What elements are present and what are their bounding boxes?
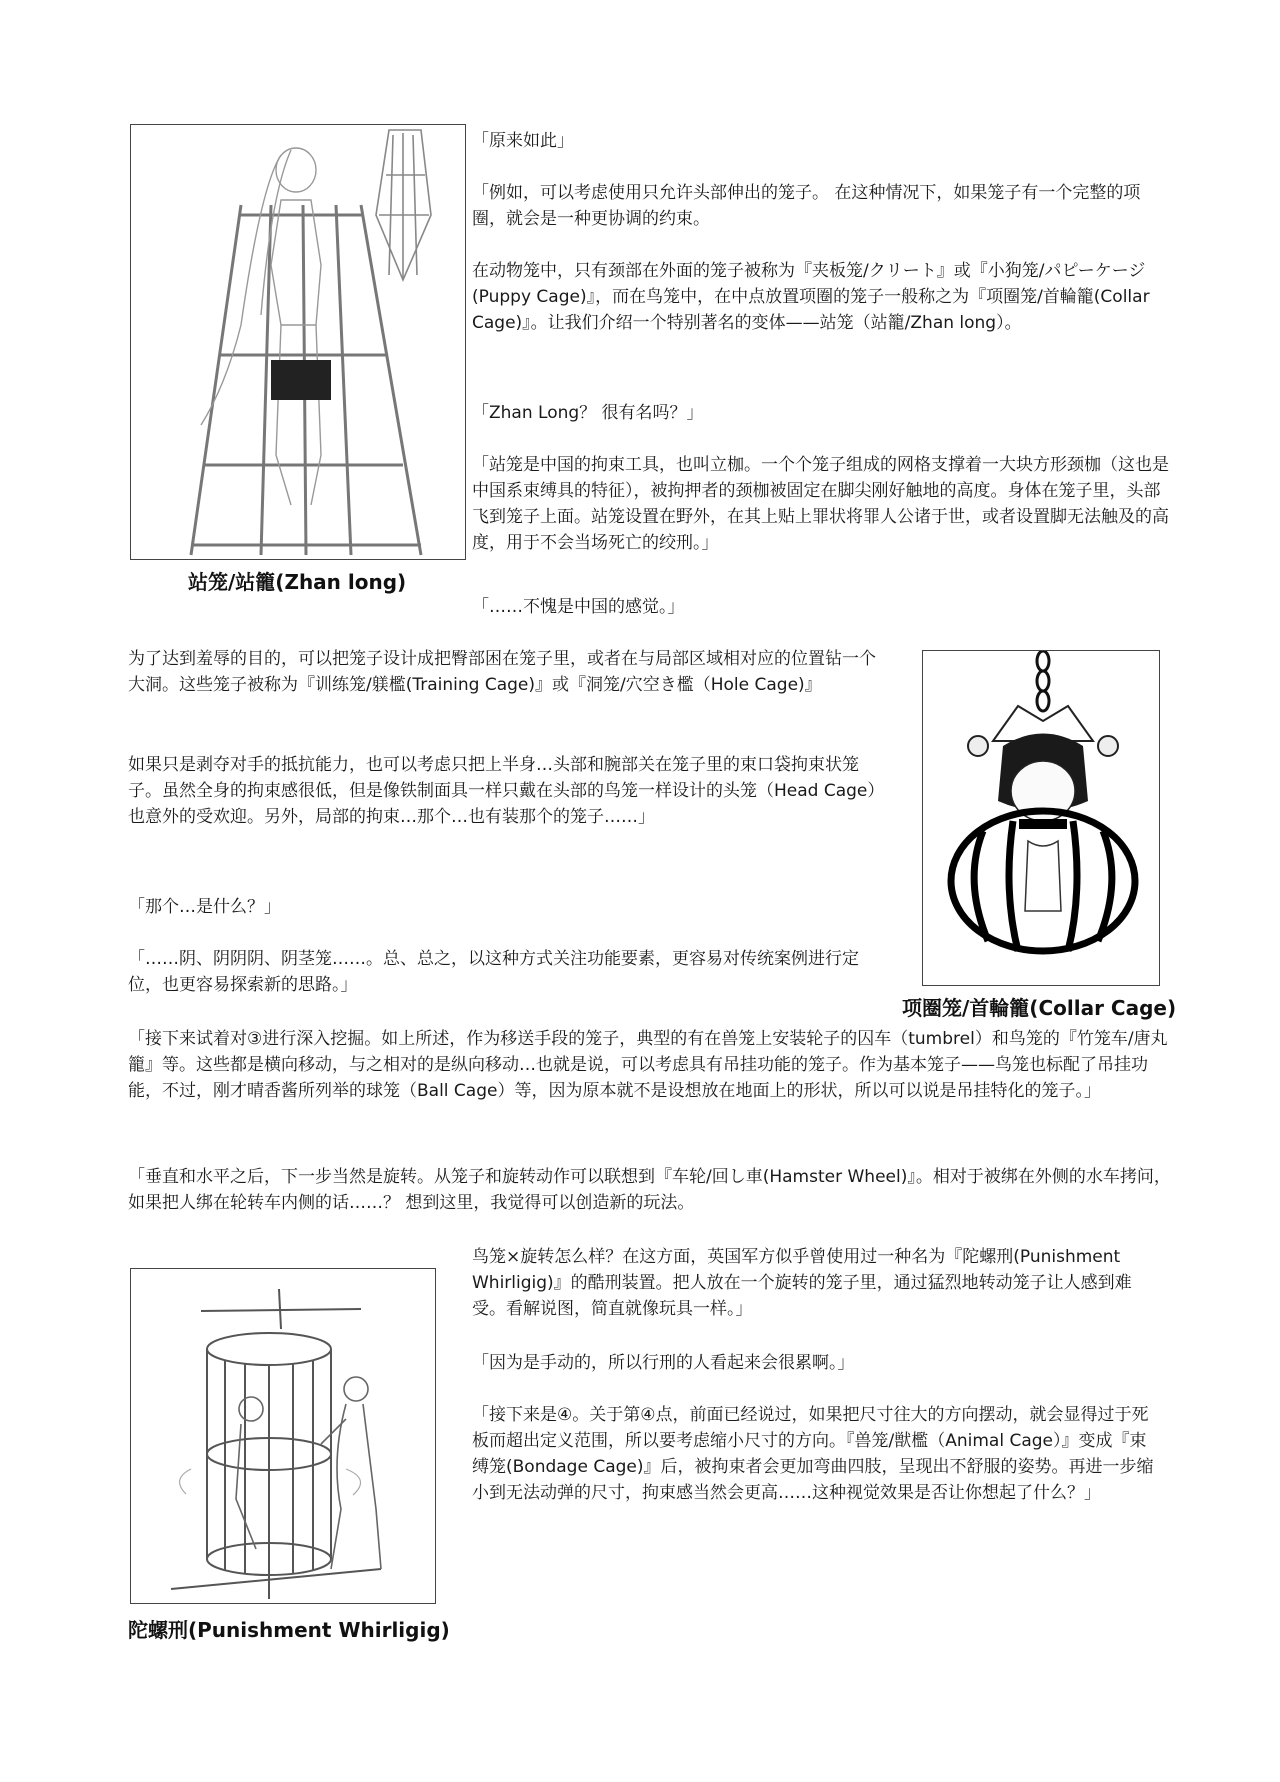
paragraph: 「那个…是什么？」: [128, 897, 281, 917]
paragraph: 「站笼是中国的拘束工具，也叫立枷。一个个笼子组成的网格支撑着一大块方形颈枷（这也是中国系束缚具的特征），被拘押者的颈枷被固定在脚尖刚好触地的高度。身体在笼子里，头部飞到笼子上面。站笼设置在野外，在其上贴上罪状将罪人公诸于世，或者设置脚无法触及的高度，用于不会当场死亡的绞刑。」: [472, 455, 1169, 553]
standing-cage-drawing: [131, 125, 465, 559]
paragraph: 在动物笼中，只有颈部在外面的笼子被称为『夹板笼/クリート』或『小狗笼/パピーケージ(Puppy Cage)』，而在鸟笼中，在中点放置项圈的笼子一般称之为『项圈笼/首輪籠(Collar Cage)』。让我们介绍一个特别著名的变体——站笼（站籠/Zhan long）。: [472, 261, 1150, 333]
paragraph: 「接下来试着对③进行深入挖掘。如上所述，作为移送手段的笼子，典型的有在兽笼上安装轮子的囚车（tumbrel）和鸟笼的『竹笼车/唐丸籠』等。这些都是横向移动，与之相对的是纵向移动…也就是说，可以考虑具有吊挂功能的笼子。作为基本笼子——鸟笼也标配了吊挂功能，不过，刚才晴香酱所列举的球笼（Ball Cage）等，因为原本就不是设想放在地面上的形状，所以可以说是吊挂特化的笼子。」: [128, 1029, 1168, 1101]
paragraph: 「Zhan Long？ 很有名吗？」: [472, 403, 704, 423]
paragraph: 「原来如此」: [472, 131, 574, 151]
collar-cage-illustration: [922, 650, 1160, 986]
paragraph: 如果只是剥夺对手的抵抗能力，也可以考虑只把上半身…头部和腕部关在笼子里的束口袋拘束状笼子。虽然全身的拘束感很低，但是像铁制面具一样只戴在头部的鸟笼一样设计的头笼（Head Cage）也意外的受欢迎。另外，局部的拘束…那个…也有装那个的笼子……」: [128, 755, 876, 827]
paragraph: 鸟笼×旋转怎么样？在这方面，英国军方似乎曾使用过一种名为『陀螺刑(Punishment Whirligig)』的酷刑装置。把人放在一个旋转的笼子里，通过猛烈地转动笼子让人感到难受。看解说图，简直就像玩具一样。」: [472, 1247, 1132, 1319]
paragraph: 为了达到羞辱的目的，可以把笼子设计成把臀部困在笼子里，或者在与局部区域相对应的位置钻一个大洞。这些笼子被称为『训练笼/躾檻(Training Cage)』或『洞笼/穴空き檻（Hole Cage)』: [128, 649, 876, 695]
paragraph: 「例如，可以考虑使用只允许头部伸出的笼子。 在这种情况下，如果笼子有一个完整的项圈，就会是一种更协调的约束。: [472, 183, 1141, 229]
paragraph: 「……不愧是中国的感觉。」: [472, 597, 685, 617]
collar-cage-caption: 项圈笼/首輪籠(Collar Cage): [902, 996, 1177, 1020]
whirligig-drawing: [131, 1269, 435, 1603]
paragraph: 「……阴、阴阴阴、阴茎笼……。总、总之，以这种方式关注功能要素，更容易对传统案例进行定位，也更容易探索新的思路。」: [128, 949, 859, 995]
zhan-long-illustration: [130, 124, 466, 560]
collar-cage-drawing: [923, 651, 1159, 985]
whirligig-caption: 陀螺刑(Punishment Whirligig): [128, 1618, 450, 1642]
zhan-long-caption: 站笼/站籠(Zhan long): [188, 570, 407, 594]
paragraph: 「因为是手动的，所以行刑的人看起来会很累啊。」: [472, 1353, 855, 1373]
paragraph: 「接下来是④。关于第④点，前面已经说过，如果把尺寸往大的方向摆动，就会显得过于死板而超出定义范围，所以要考虑缩小尺寸的方向。『兽笼/獣檻（Animal Cage）』变成『束缚笼(Bondage Cage)』后，被拘束者会更加弯曲四肢，呈现出不舒服的姿势。再进一步缩小到无法动弹的尺寸，拘束感当然会更高……这种视觉效果是否让你想起了什么？」: [472, 1405, 1154, 1503]
whirligig-illustration: [130, 1268, 436, 1604]
paragraph: 「垂直和水平之后，下一步当然是旋转。从笼子和旋转动作可以联想到『车轮/回し車(Hamster Wheel)』。相对于被绑在外侧的水车拷问，如果把人绑在轮转车内侧的话……？ 想到这里，我觉得可以创造新的玩法。: [128, 1167, 1171, 1213]
